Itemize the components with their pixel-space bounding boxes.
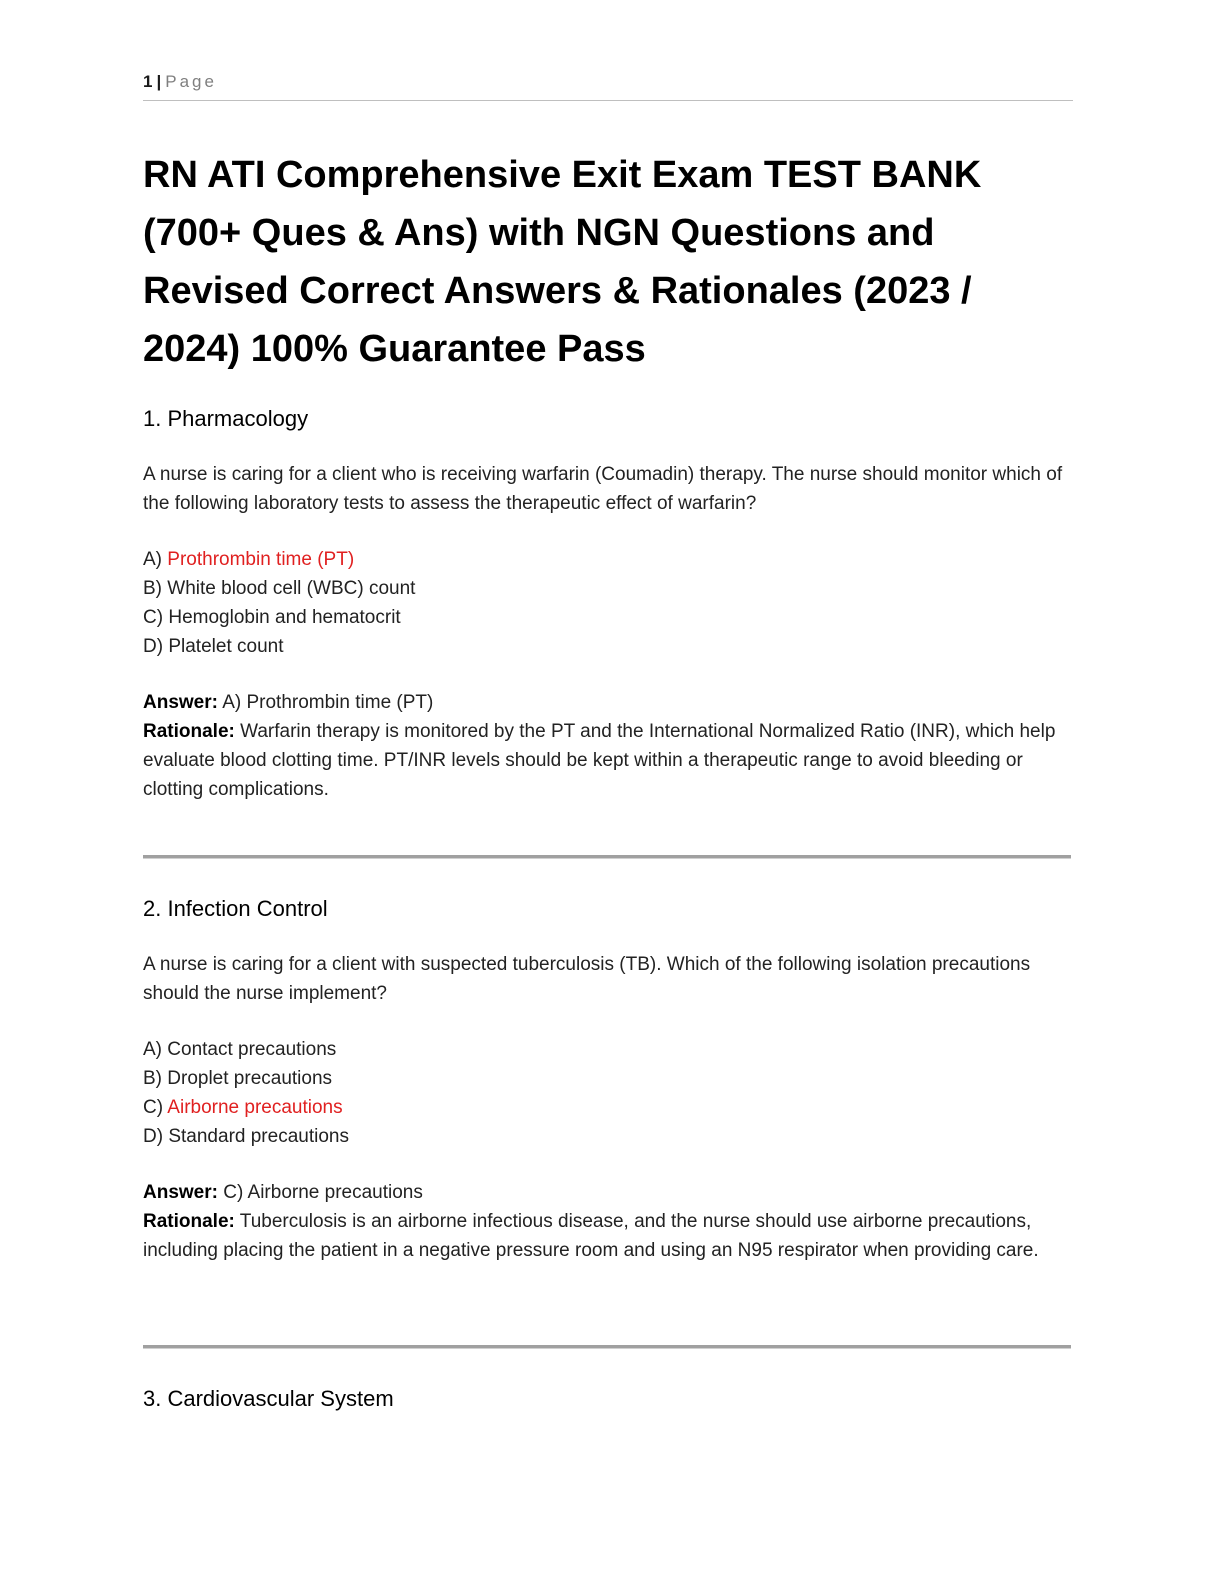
option-letter: D) (143, 636, 164, 657)
rationale-text: Tuberculosis is an airborne infectious disease, and the nurse should use airborne precautions, including placing the patient in a negative pressure room and using an N95 respirator when providing care. (143, 1211, 1039, 1261)
page-word: Page (165, 72, 217, 91)
option-c (143, 1093, 1083, 1122)
option-letter: D) (143, 1126, 164, 1147)
question-section-3 (143, 1384, 1083, 1414)
answer-value: A) Prothrombin time (PT) (222, 692, 434, 713)
answer-label: Answer: (143, 1182, 218, 1203)
rationale-text: Warfarin therapy is monitored by the PT and the International Normalized Ratio (INR), which help evaluate blood clotting time. PT/INR levels should be kept within a therapeutic range to avoid bleeding or clotting complications. (143, 721, 1056, 800)
rationale-label: Rationale: (143, 721, 235, 742)
page-header (143, 72, 1073, 101)
section-heading: 3. Cardiovascular System (143, 1386, 394, 1411)
option-text: Droplet precautions (167, 1068, 333, 1089)
document-title: RN ATI Comprehensive Exit Exam TEST BANK (700+ Ques & Ans) with NGN Questions and Revised Correct Answers & Rationales (2023 / 2024) 100% Guarantee Pass (143, 154, 982, 370)
option-text: Contact precautions (167, 1039, 337, 1060)
page-number: 1 (143, 72, 153, 91)
option-text: Platelet count (168, 636, 284, 657)
rationale-line (143, 1207, 1083, 1265)
option-a (143, 545, 1083, 574)
option-text-correct: Prothrombin time (PT) (167, 549, 355, 570)
answer-block (143, 688, 1083, 804)
rationale-line (143, 717, 1083, 804)
section-heading: 2. Infection Control (143, 896, 328, 921)
option-b (143, 574, 1083, 603)
answer-value: C) Airborne precautions (223, 1182, 423, 1203)
option-text: Standard precautions (168, 1126, 349, 1147)
option-letter: C) (143, 607, 164, 628)
option-letter: A) (143, 1039, 162, 1060)
section-divider (143, 1345, 1071, 1349)
section-heading: 1. Pharmacology (143, 406, 309, 431)
option-b (143, 1064, 1083, 1093)
rationale-label: Rationale: (143, 1211, 235, 1232)
option-letter: B) (143, 1068, 162, 1089)
option-text: White blood cell (WBC) count (167, 578, 416, 599)
option-a (143, 1035, 1083, 1064)
answer-options (143, 545, 1083, 661)
answer-line (143, 688, 1083, 717)
answer-line (143, 1178, 1083, 1207)
answer-options (143, 1035, 1083, 1151)
question-text: A nurse is caring for a client who is receiving warfarin (Coumadin) therapy. The nurse should monitor which of the following laboratory tests to assess the therapeutic effect of warfarin? (143, 464, 1063, 514)
option-letter: A) (143, 549, 162, 570)
page-separator: | (156, 72, 162, 91)
question-section-1 (143, 404, 1083, 804)
section-divider (143, 855, 1071, 859)
option-letter: C) (143, 1097, 164, 1118)
answer-label: Answer: (143, 692, 218, 713)
answer-block (143, 1178, 1083, 1265)
option-text-correct: Airborne precautions (167, 1097, 343, 1118)
option-d (143, 1122, 1083, 1151)
option-letter: B) (143, 578, 162, 599)
question-section-2 (143, 894, 1083, 1265)
option-text: Hemoglobin and hematocrit (168, 607, 401, 628)
option-c (143, 603, 1083, 632)
option-d (143, 632, 1083, 661)
question-text: A nurse is caring for a client with suspected tuberculosis (TB). Which of the following isolation precautions should the nurse implement? (143, 954, 1031, 1004)
